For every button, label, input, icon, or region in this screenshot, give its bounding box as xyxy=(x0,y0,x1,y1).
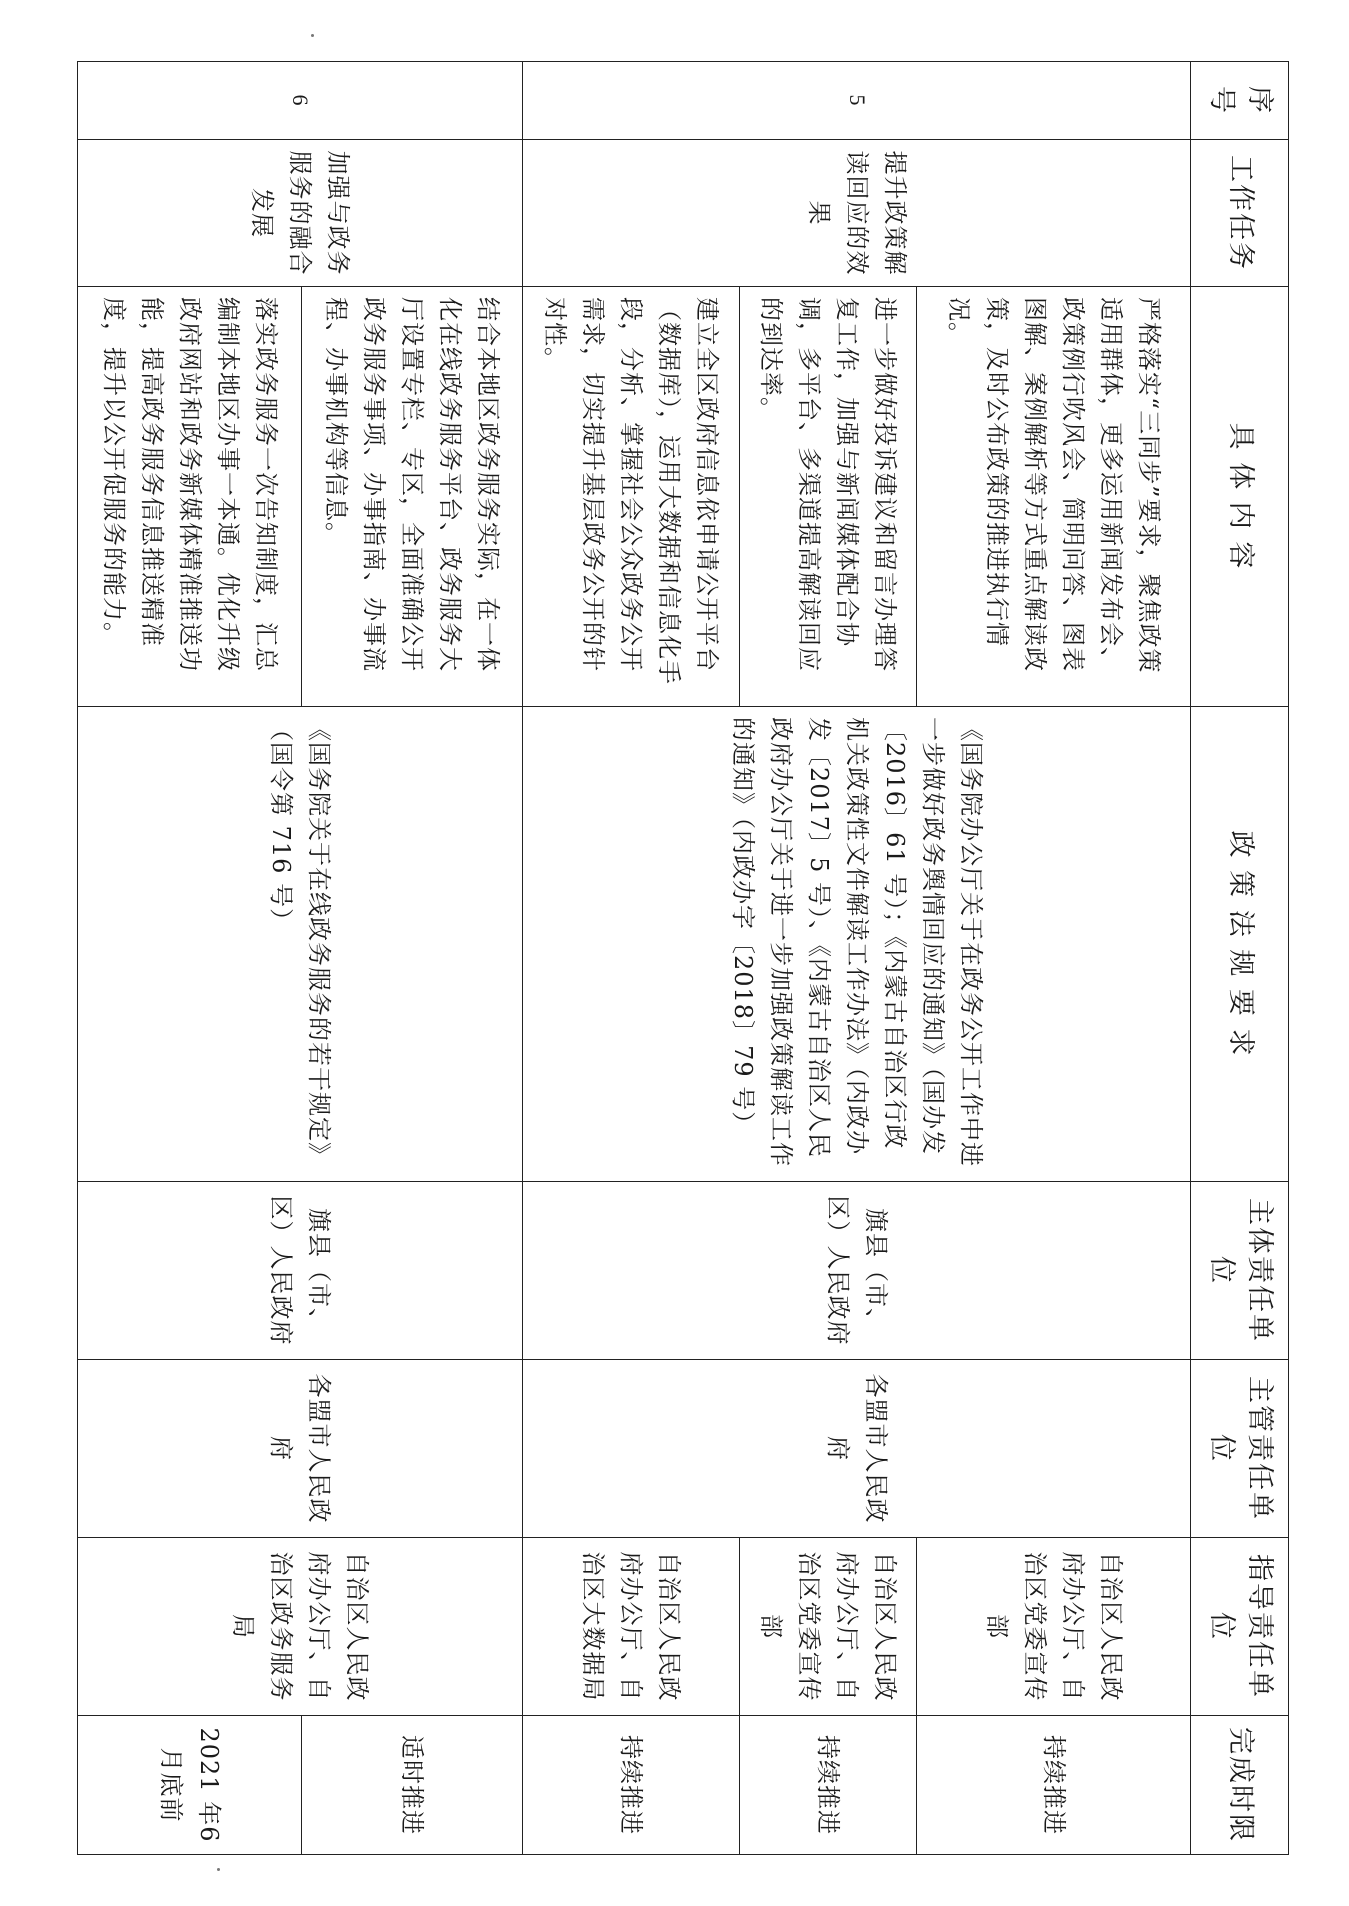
row-policy: 《国务院办公厅关于在政务公开工作中进一步做好政务舆情回应的通知》（国办发〔2016〕61 号）；《内蒙古自治区行政机关政策性文件解读工作办法》（内政办发〔2017〕5 号）、《内蒙古自治区人民政府办公厅关于进一步加强政策解读工作的通知》（内政办字〔2018〕79 号） xyxy=(522,707,1191,1182)
row-content: 进一步做好投诉建议和留言办理答复工作，加强与新闻媒体配合协调，多平台、多渠道提高解读回应的到达率。 xyxy=(739,287,916,707)
scan-speck xyxy=(311,34,314,37)
row-task: 加强与政务服务的融合发展 xyxy=(78,140,523,287)
header-deadline: 完成时限 xyxy=(1191,1716,1289,1855)
work-task-table xyxy=(77,61,1289,1855)
row-main-unit: 旗县（市、区）人民政府 xyxy=(522,1182,1191,1360)
row-deadline: 持续推进 xyxy=(739,1716,916,1855)
row-guide-unit: 自治区人民政府办公厅、自治区党委宣传部 xyxy=(739,1538,916,1716)
row-content: 结合本地区政务服务实际，在一体化在线政务服务平台、政务服务大厅设置专栏、专区，全面准确公开政务服务事项、办事指南、办事流程、办事机构等信息。 xyxy=(302,287,522,707)
header-policy: 政 策 法 规 要 求 xyxy=(1191,707,1289,1182)
row-guide-unit: 自治区人民政府办公厅、自治区大数据局 xyxy=(522,1538,739,1716)
row-deadline: 持续推进 xyxy=(522,1716,739,1855)
table-row xyxy=(302,62,522,1855)
rotated-table-wrapper xyxy=(77,61,1289,1854)
row-policy: 《国务院关于在线政务服务的若干规定》（国令第 716 号） xyxy=(78,707,523,1182)
row-deadline: 适时推进 xyxy=(302,1716,522,1855)
header-manage-unit: 主管责任单 位 xyxy=(1191,1360,1289,1538)
row-content: 严格落实“三同步”要求，聚焦政策适用群体，更多运用新闻发布会、政策例行吹风会、简明问答、图表图解、案例解析等方式重点解读政策，及时公布政策的推进执行情况。 xyxy=(916,287,1191,707)
header-main-unit: 主体责任单 位 xyxy=(1191,1182,1289,1360)
row-deadline: 2021 年6 月底前 xyxy=(78,1716,302,1855)
row-manage-unit: 各盟市人民政府 xyxy=(522,1360,1191,1538)
header-row xyxy=(1191,62,1289,1855)
header-seq: 序号 xyxy=(1191,62,1289,140)
scan-speck xyxy=(217,1868,220,1871)
row-guide-unit: 自治区人民政府办公厅、自治区党委宣传部 xyxy=(916,1538,1191,1716)
table-row xyxy=(916,62,1191,1855)
row-main-unit: 旗县（市、区）人民政府 xyxy=(78,1182,523,1360)
header-content: 具 体 内 容 xyxy=(1191,287,1289,707)
header-task: 工作任务 xyxy=(1191,140,1289,287)
row-manage-unit: 各盟市人民政府 xyxy=(78,1360,523,1538)
row-task: 提升政策解读回应的效果 xyxy=(522,140,1191,287)
header-guide-unit: 指导责任单 位 xyxy=(1191,1538,1289,1716)
row-guide-unit: 自治区人民政府办公厅、自治区政务服务局 xyxy=(78,1538,523,1716)
row-content: 落实政务服务一次告知制度，汇总编制本地区办事一本通。优化升级政府网站和政务新媒体精准推送功能，提高政务服务信息推送精准度，提升以公开促服务的能力。 xyxy=(78,287,302,707)
row-deadline: 持续推进 xyxy=(916,1716,1191,1855)
row-content: 建立全区政府信息依申请公开平台（数据库），运用大数据和信息化手段，分析、掌握社会公众政务公开需求，切实提升基层政务公开的针对性。 xyxy=(522,287,739,707)
row-seq: 6 xyxy=(78,62,523,140)
row-seq: 5 xyxy=(522,62,1191,140)
